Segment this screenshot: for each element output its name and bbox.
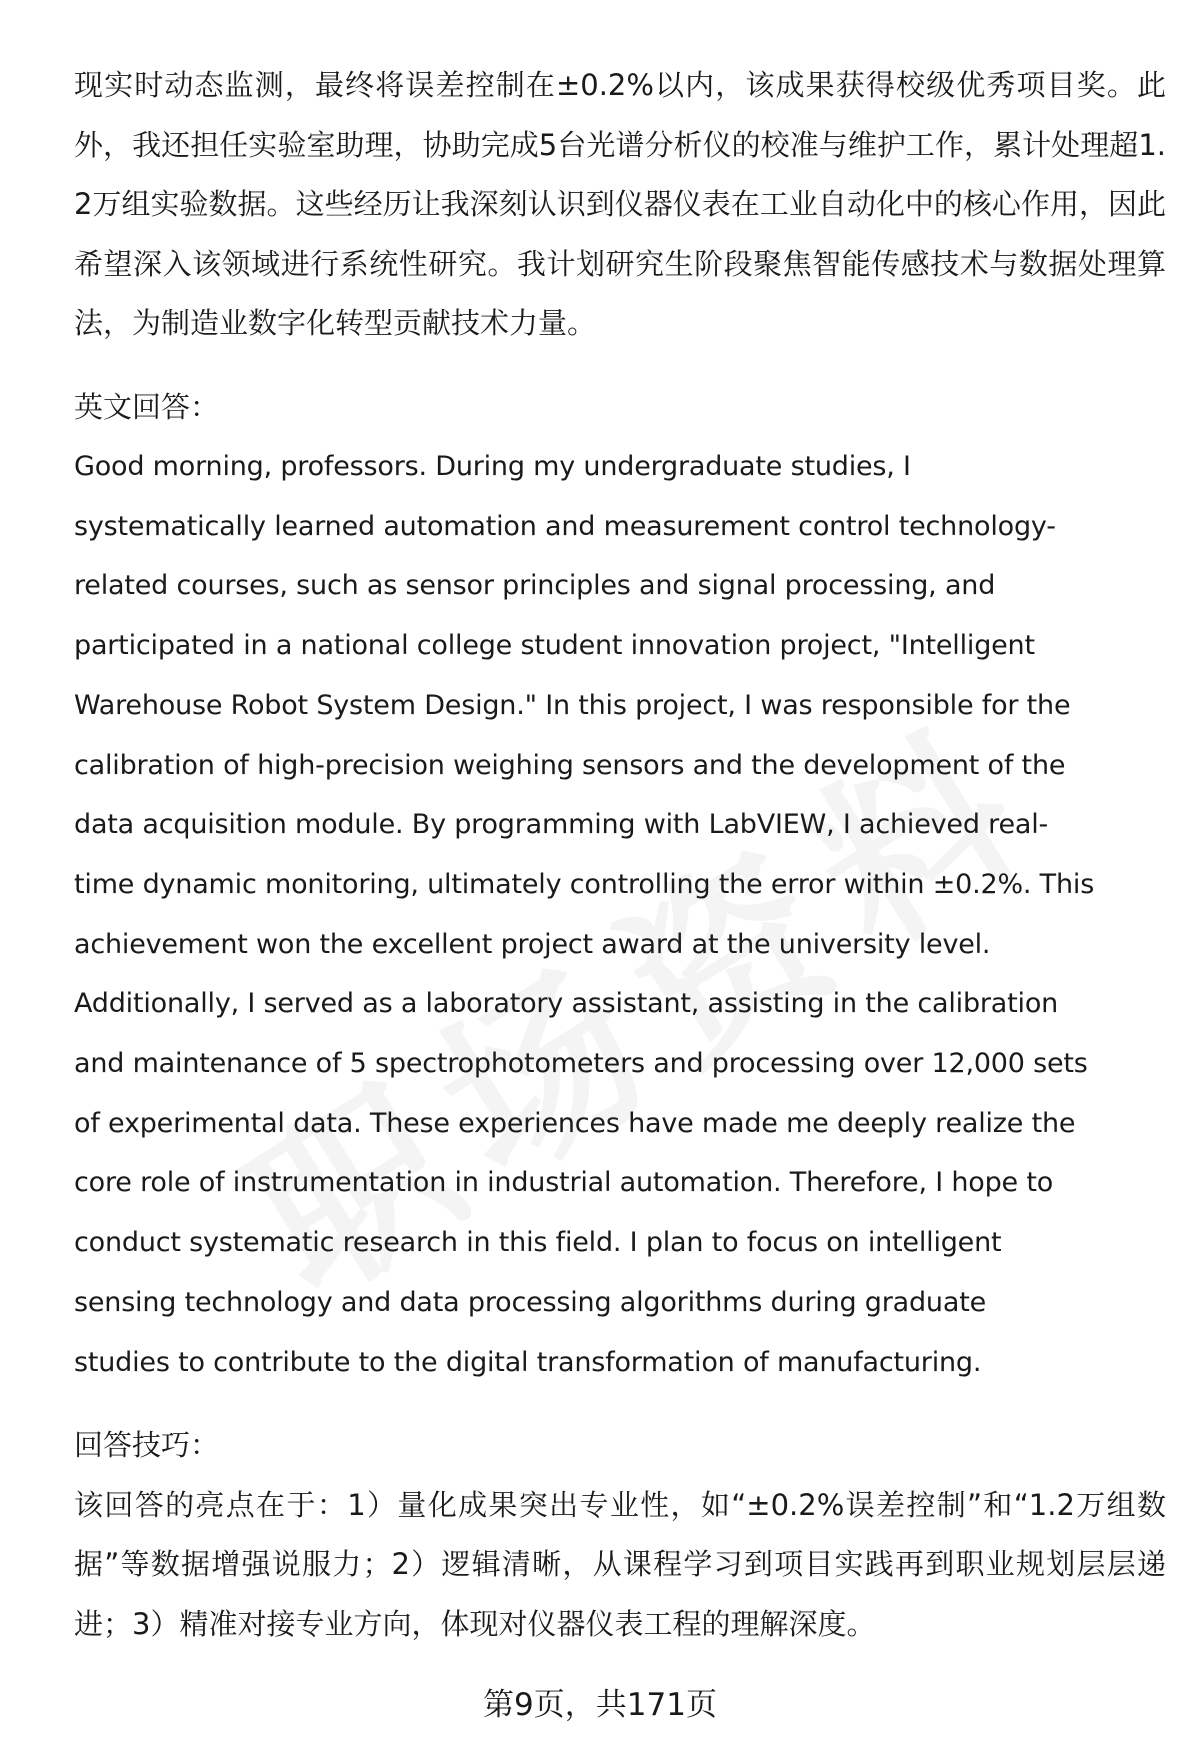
english-line: Good morning, professors. During my undergraduate studies, I — [74, 451, 911, 482]
english-line: Warehouse Robot System Design." In this project, I was responsible for the — [74, 689, 1071, 721]
tips-body: 该回答的亮点在于：1）量化成果突出专业性，如“±0.2%误差控制”和“1.2万组数据”等数据增强说服力；2）逻辑清晰，从课程学习到项目实践再到职业规划层层递进；3）精准对接专业方向，体现对仪器仪表工程的理解深度。 — [74, 1487, 1166, 1641]
english-line: of experimental data. These experiences have made me deeply realize the — [74, 1107, 1076, 1139]
english-line: related courses, such as sensor principles and signal processing, and — [74, 570, 996, 602]
english-line: sensing technology and data processing algorithms during graduate — [74, 1286, 986, 1318]
english-line: participated in a national college student innovation project, "Intelligent — [74, 630, 1035, 662]
english-line: time dynamic monitoring, ultimately controlling the error within ±0.2%. This — [74, 868, 1095, 900]
english-line: core role of instrumentation in industrial automation. Therefore, I hope to — [74, 1167, 1054, 1199]
english-line: studies to contribute to the digital transformation of manufacturing. — [74, 1346, 982, 1378]
english-line: systematically learned automation and measurement control technology- — [74, 510, 1056, 542]
english-line: Additionally, I served as a laboratory assistant, assisting in the calibration — [74, 988, 1059, 1020]
page-number-footer: 第9页，共171页 — [483, 1687, 717, 1723]
english-line: conduct systematic research in this field. I plan to focus on intelligent — [74, 1227, 1002, 1259]
english-line: and maintenance of 5 spectrophotometers and processing over 12,000 sets — [74, 1048, 1088, 1080]
page-content — [74, 56, 1166, 1654]
english-answer-body — [74, 437, 1166, 1392]
tips-heading: 回答技巧： — [74, 1428, 220, 1463]
english-answer-heading: 英文回答： — [74, 389, 220, 424]
intro-paragraph: 现实时动态监测，最终将误差控制在±0.2%以内，该成果获得校级优秀项目奖。此外，我还担任实验室助理，协助完成5台光谱分析仪的校准与维护工作，累计处理超1.2万组实验数据。这些经历让我深刻认识到仪器仪表在工业自动化中的核心作用，因此希望深入该领域进行系统性研究。我计划研究生阶段聚焦智能传感技术与数据处理算法，为制造业数字化转型贡献技术力量。 — [74, 68, 1166, 340]
english-line: data acquisition module. By programming with LabVIEW, I achieved real- — [74, 809, 1049, 841]
english-line: achievement won the excellent project award at the university level. — [74, 928, 991, 960]
english-line: calibration of high-precision weighing sensors and the development of the — [74, 749, 1066, 781]
